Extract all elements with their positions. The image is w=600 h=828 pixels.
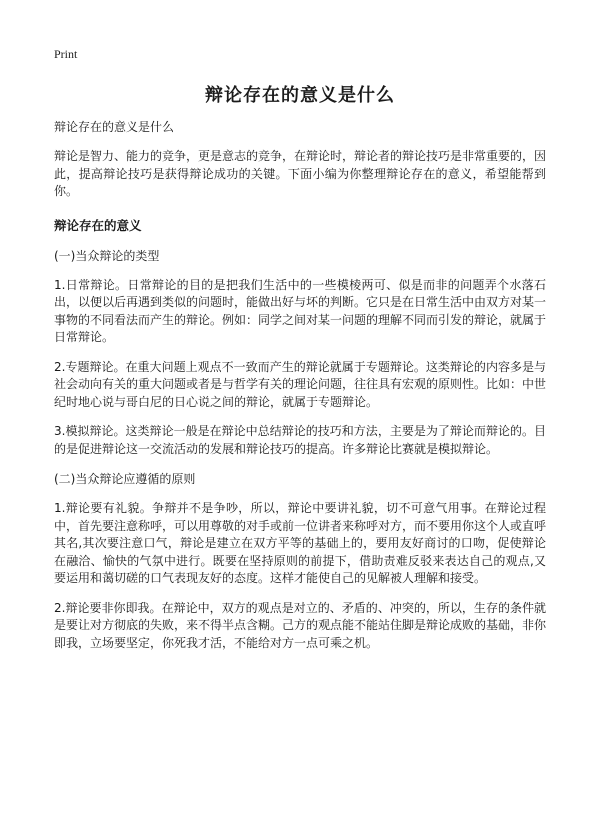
subheading-debate-types: (一)当众辩论的类型: [54, 248, 160, 263]
paragraph-daily-debate: 1.日常辩论。日常辩论的目的是把我们生活中的一些模棱两可、似是而非的问题弄个水落石出，以便以后再遇到类似的问题时，能做出好与坏的判断。它只是在日常生活中由双方对某一事物的不同看法而产生的辩论。例如：同学之间对某一问题的理解不同而引发的辩论，就属于日常辩论。: [54, 277, 547, 344]
subheading-debate-principles: (二)当众辩论应遵循的原则: [54, 472, 196, 486]
article-subtitle: 辩论存在的意义是什么: [54, 120, 175, 134]
section-heading: 辩论存在的意义: [54, 217, 142, 233]
paragraph-mock-debate: 3.模拟辩论。这类辩论一般是在辩论中总结辩论的技巧和方法，主要是为了辩论而辩论的。目的是促进辩论这一交流活动的发展和辩论技巧的提高。许多辩论比赛就是模拟辩论。: [54, 424, 546, 456]
paragraph-politeness: 1.辩论要有礼貌。争辩并不是争吵，所以，辩论中要讲礼貌，切不可意气用事。在辩论过程中，首先要注意称呼，可以用尊敬的对手或前一位讲者来称呼对方，而不要用你这个人或直呼其名,其次要注意口气，辩论是建立在双方平等的基础上的，要用友好商讨的口吻，促使辩论在融洽、愉快的气氛中进行。既要在坚持原则的前提下，借助责难反驳来表达自己的观点,又要运用和蔼切磋的口气表现友好的态度。这样才能使自己的见解被人理解和接受。: [54, 501, 547, 585]
page-title: 辩论存在的意义是什么: [205, 85, 395, 106]
intro-paragraph: 辩论是智力、能力的竞争，更是意志的竞争，在辩论时，辩论者的辩论技巧是非常重要的，因此，提高辩论技巧是获得辩论成功的关键。下面小编为你整理辩论存在的意义，希望能帮到你。: [54, 149, 547, 198]
paragraph-either-or: 2.辩论要非你即我。在辩论中，双方的观点是对立的、矛盾的、冲突的，所以，生存的条件就是要让对方彻底的失败，来不得半点含糊。己方的观点能不能站住脚是辩论成败的基础，非你即我，立场要坚定，你死我才活，不能给对方一点可乘之机。: [54, 600, 547, 650]
paragraph-topic-debate: 2.专题辩论。在重大问题上观点不一致而产生的辩论就属于专题辩论。这类辩论的内容多是与社会动向有关的重大问题或者是与哲学有关的理论问题，往往具有宏观的原则性。比如：中世纪时地心说与哥白尼的日心说之间的辩论，就属于专题辩论。: [54, 359, 547, 409]
print-link[interactable]: Print: [54, 47, 78, 61]
